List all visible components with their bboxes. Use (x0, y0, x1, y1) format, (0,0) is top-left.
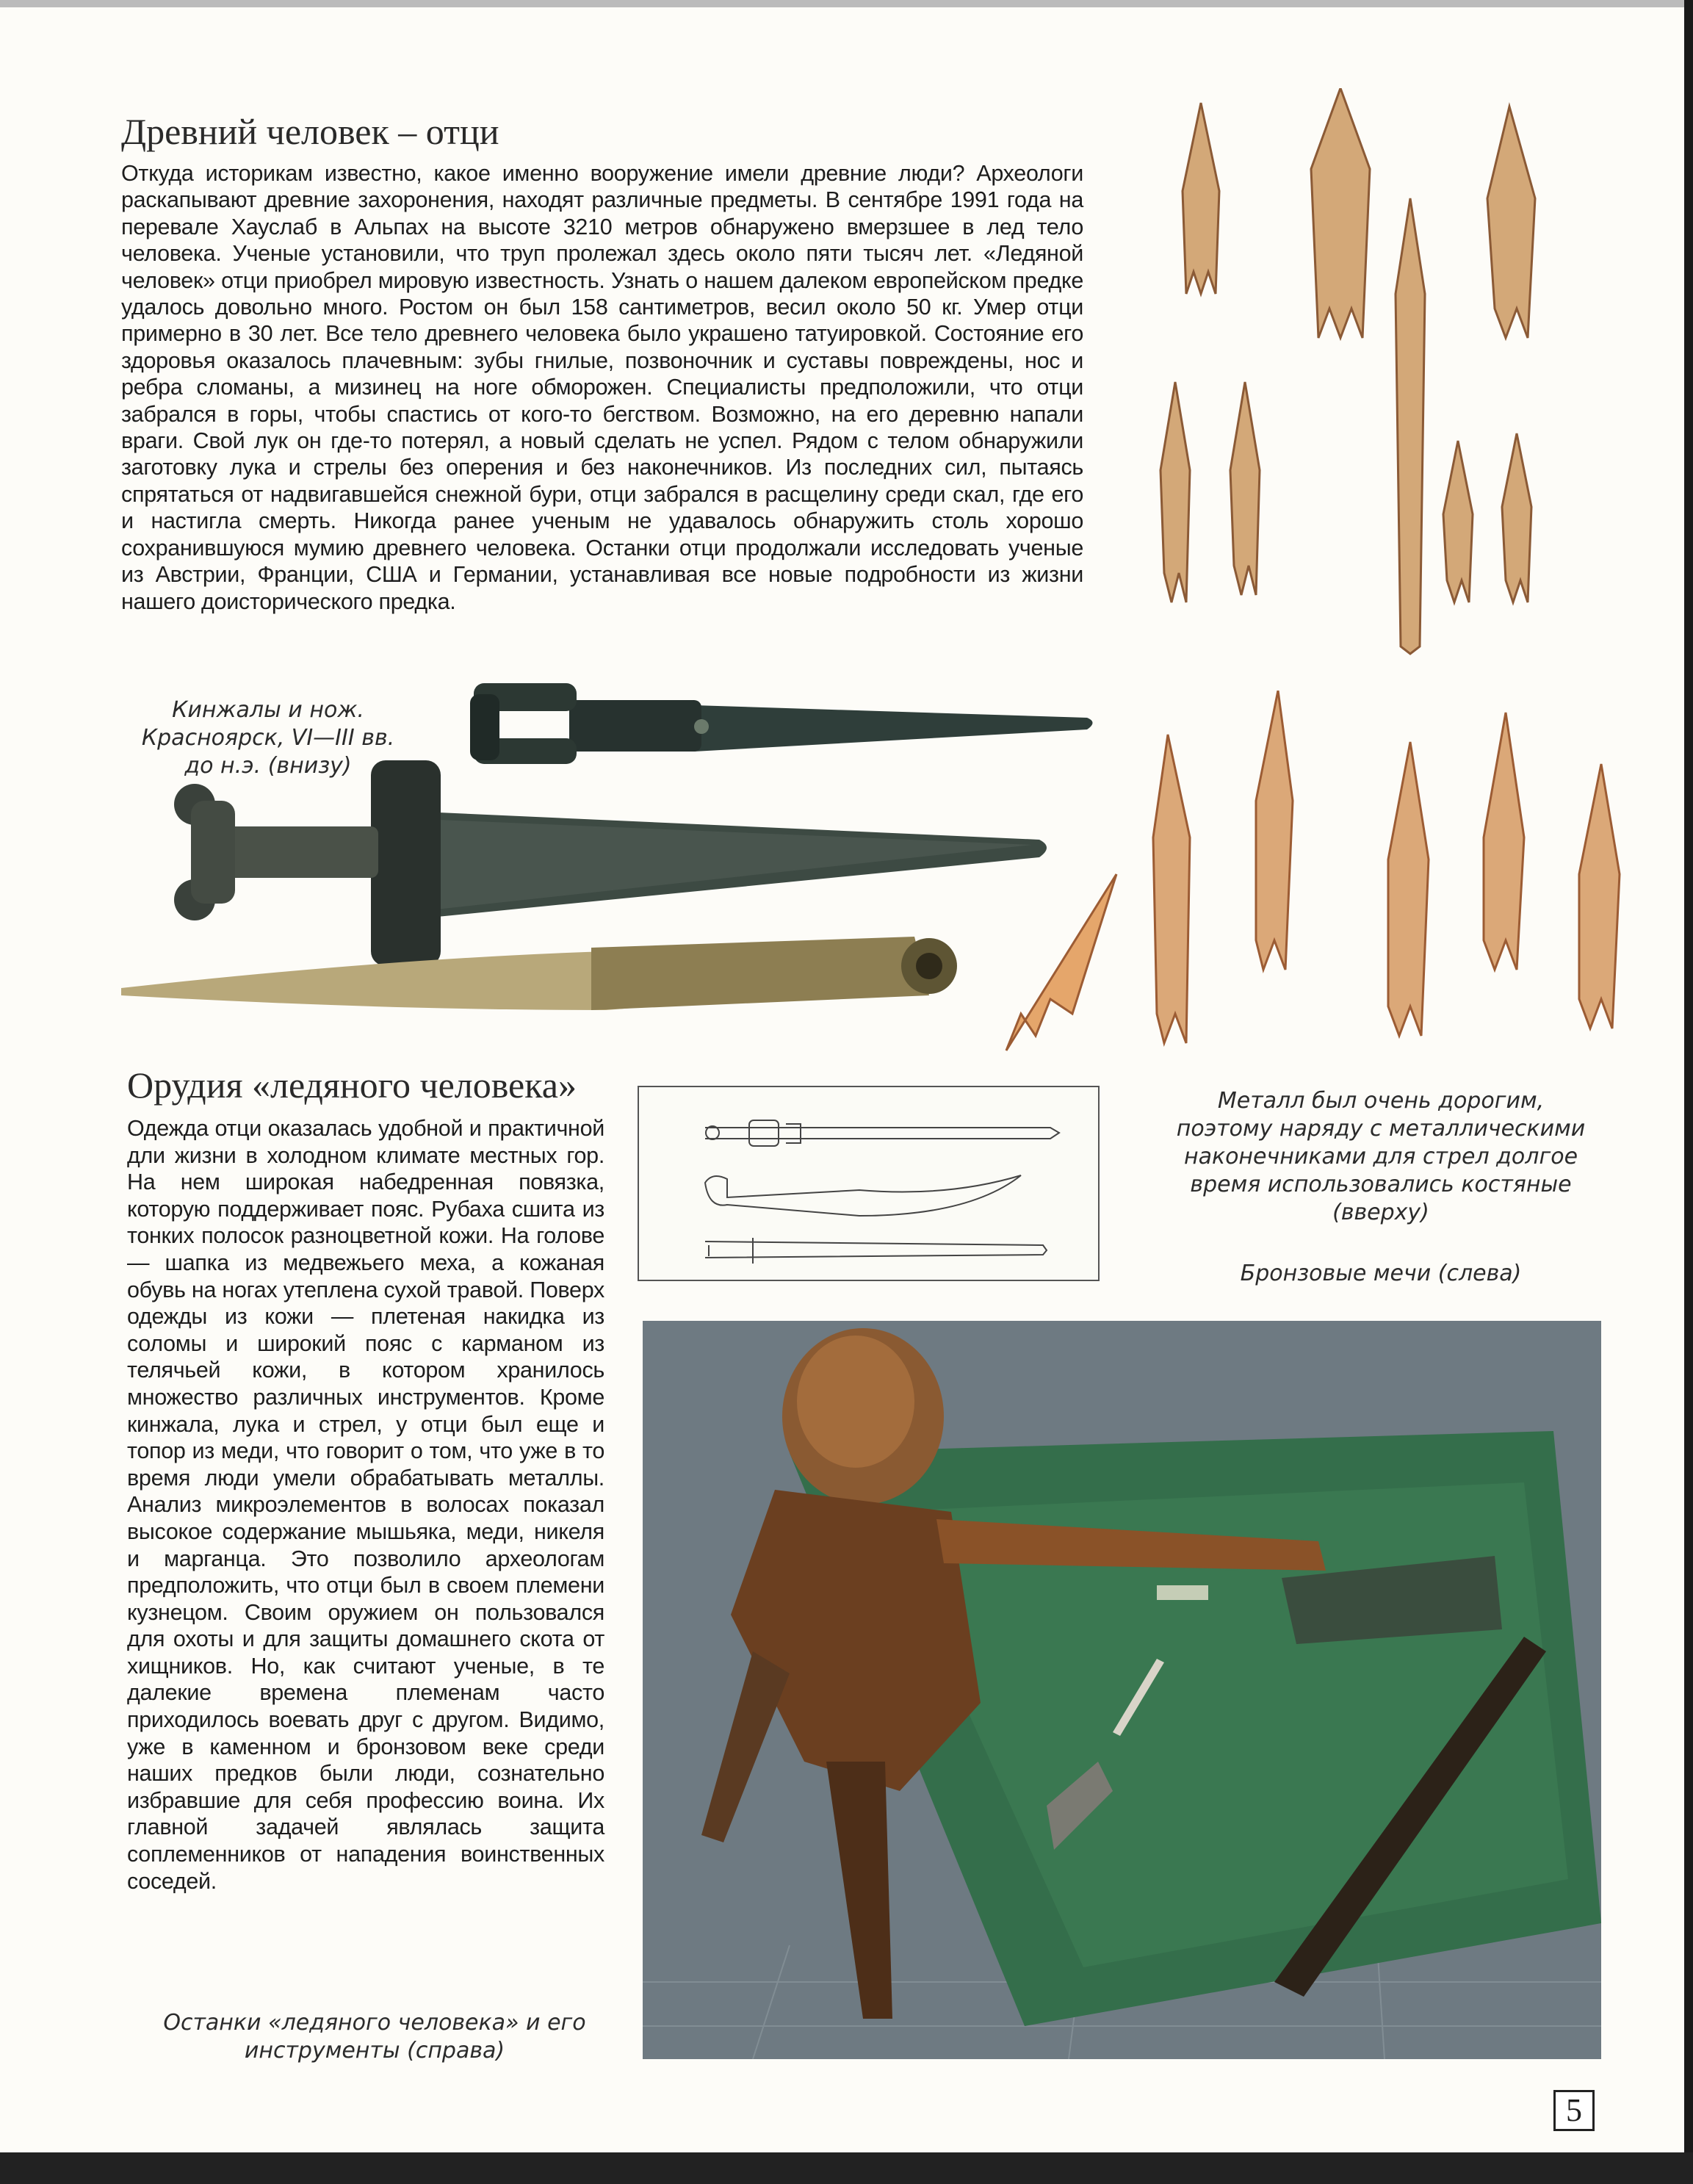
caption-mummy (125, 2009, 624, 2065)
caption-arrowheads-line-5: (вверху) (1332, 1200, 1429, 1225)
caption-arrowheads (1127, 1087, 1634, 1227)
caption-arrowheads-line-3: наконечниками для стрел долгое (1183, 1144, 1578, 1170)
scan-edge-right (1684, 0, 1693, 2184)
caption-mummy-line-1: Останки «ледяного человека» и его (163, 2010, 586, 2036)
caption-daggers-line-2: Красноярск, VI—III вв. (141, 725, 395, 751)
section-paragraph-ancient-man: Откуда историкам известно, какое именно вооружение имели древние люди? Археологи раскапывают древние захоронения, находят различные предметы. В сентябре 1991 года на перевале Хауслаб в Альпах на высоте 3210 метров обнаружено вмерзшее в лед тело человека. Ученые установили, что труп пролежал здесь около пяти тысяч лет. «Ледяной человек» отци приобрел мировую известность. Узнать о нашем далеком европейском предке удалось довольно много. Ростом он был 158 сантиметров, весил около 50 кг. Умер отци примерно в 30 лет. Все тело древнего человека было украшено татуировкой. Состояние его здоровья оказалось плачевным: зубы гнилые, позвоночник и суставы повреждены, нос и ребра сломаны, а мизинец на ноге обморожен. Специалисты предположили, что отци забрался в горы, чтобы спастись от кого-то бегством. Возможно, на его деревню напали враги. Свой лук он где-то потерял, а новый сделать не успел. Рядом с телом обнаружили заготовку лука и стрелы без оперения и без наконечников. Из последних сил, пытаясь спрятаться от надвигавшейся снежной бури, отци забрался в расщелину среди скал, где его и настигла смерть. Никогда ранее ученым не удавалось обнаружить столь хорошо сохранившуюся мумию древнего человека. Останки отци продолжали исследовать ученые из Австрии, Франции, США и Германии, устанавливая все новые подробности из жизни нашего доисторического предка. (121, 161, 1083, 614)
dagger-middle (174, 760, 1047, 966)
section-heading-ancient-man: Древний человек – отци (121, 111, 499, 152)
caption-arrowheads-line-1: Металл был очень дорогим, (1217, 1088, 1545, 1114)
daggers-photo (92, 665, 1120, 1047)
caption-swords: Бронзовые мечи (слева) (1240, 1261, 1522, 1286)
ice-man-mummy-photo (643, 1321, 1601, 2059)
caption-daggers-line-3: до н.э. (внизу) (184, 753, 352, 779)
caption-arrowheads-line-2: поэтому наряду с металлическими (1176, 1116, 1586, 1142)
bone-arrowheads-top-photo (1127, 88, 1642, 683)
caption-arrowheads-line-4: время использовались костяные (1190, 1172, 1572, 1197)
page-number: 5 (1553, 2090, 1595, 2131)
caption-daggers-line-1: Кинжалы и нож. (172, 697, 364, 723)
section-paragraph-ice-man-tools: Одежда отци оказалась удобной и практичной дли жизни в холодном климате местных гор. На нем широкая набедренная повязка, которую поддерживает пояс. Рубаха сшита из тонких полосок разноцветной кожи. На голове — шапка из медвежьего меха, а кожаная обувь на ногах утеплена сухой травой. Поверх одежды из кожи — плетеная накидка из соломы и широкий пояс с карманом из телячьей кожи, в котором хранилось множество различных инструментов. Кроме кинжала, лука и стрел, у отци был еще и топор из меди, что говорит о том, что уже в то время люди умели обрабатывать металлы. Анализ микроэлементов в волосах показал высокое содержание мышьяка, меди, никеля и марганца. Это позволило археологам предположить, что отци был в своем племени кузнецом. Своим оружием он пользовался для охоты и для защиты домашнего скота от хищников. Но, как считают ученые, в те далекие времена племенам часто приходилось воевать друг с другом. Видимо, уже в каменном и бронзовом веке среди наших предков были люди, сознательно избравшие для себя профессию воина. Их главной задачей являлась защита соплеменников от нападения воинственных соседей. (127, 1116, 604, 1894)
scan-edge-bottom (0, 2152, 1693, 2184)
section-heading-ice-man-tools: Орудия «ледяного человека» (127, 1064, 577, 1106)
bone-arrowheads-bottom-photo (977, 691, 1638, 1058)
scan-edge-top (0, 0, 1693, 7)
bronze-swords-drawing (638, 1086, 1100, 1281)
caption-mummy-line-2: инструменты (справа) (244, 2038, 505, 2064)
knife-bottom (121, 937, 957, 1010)
